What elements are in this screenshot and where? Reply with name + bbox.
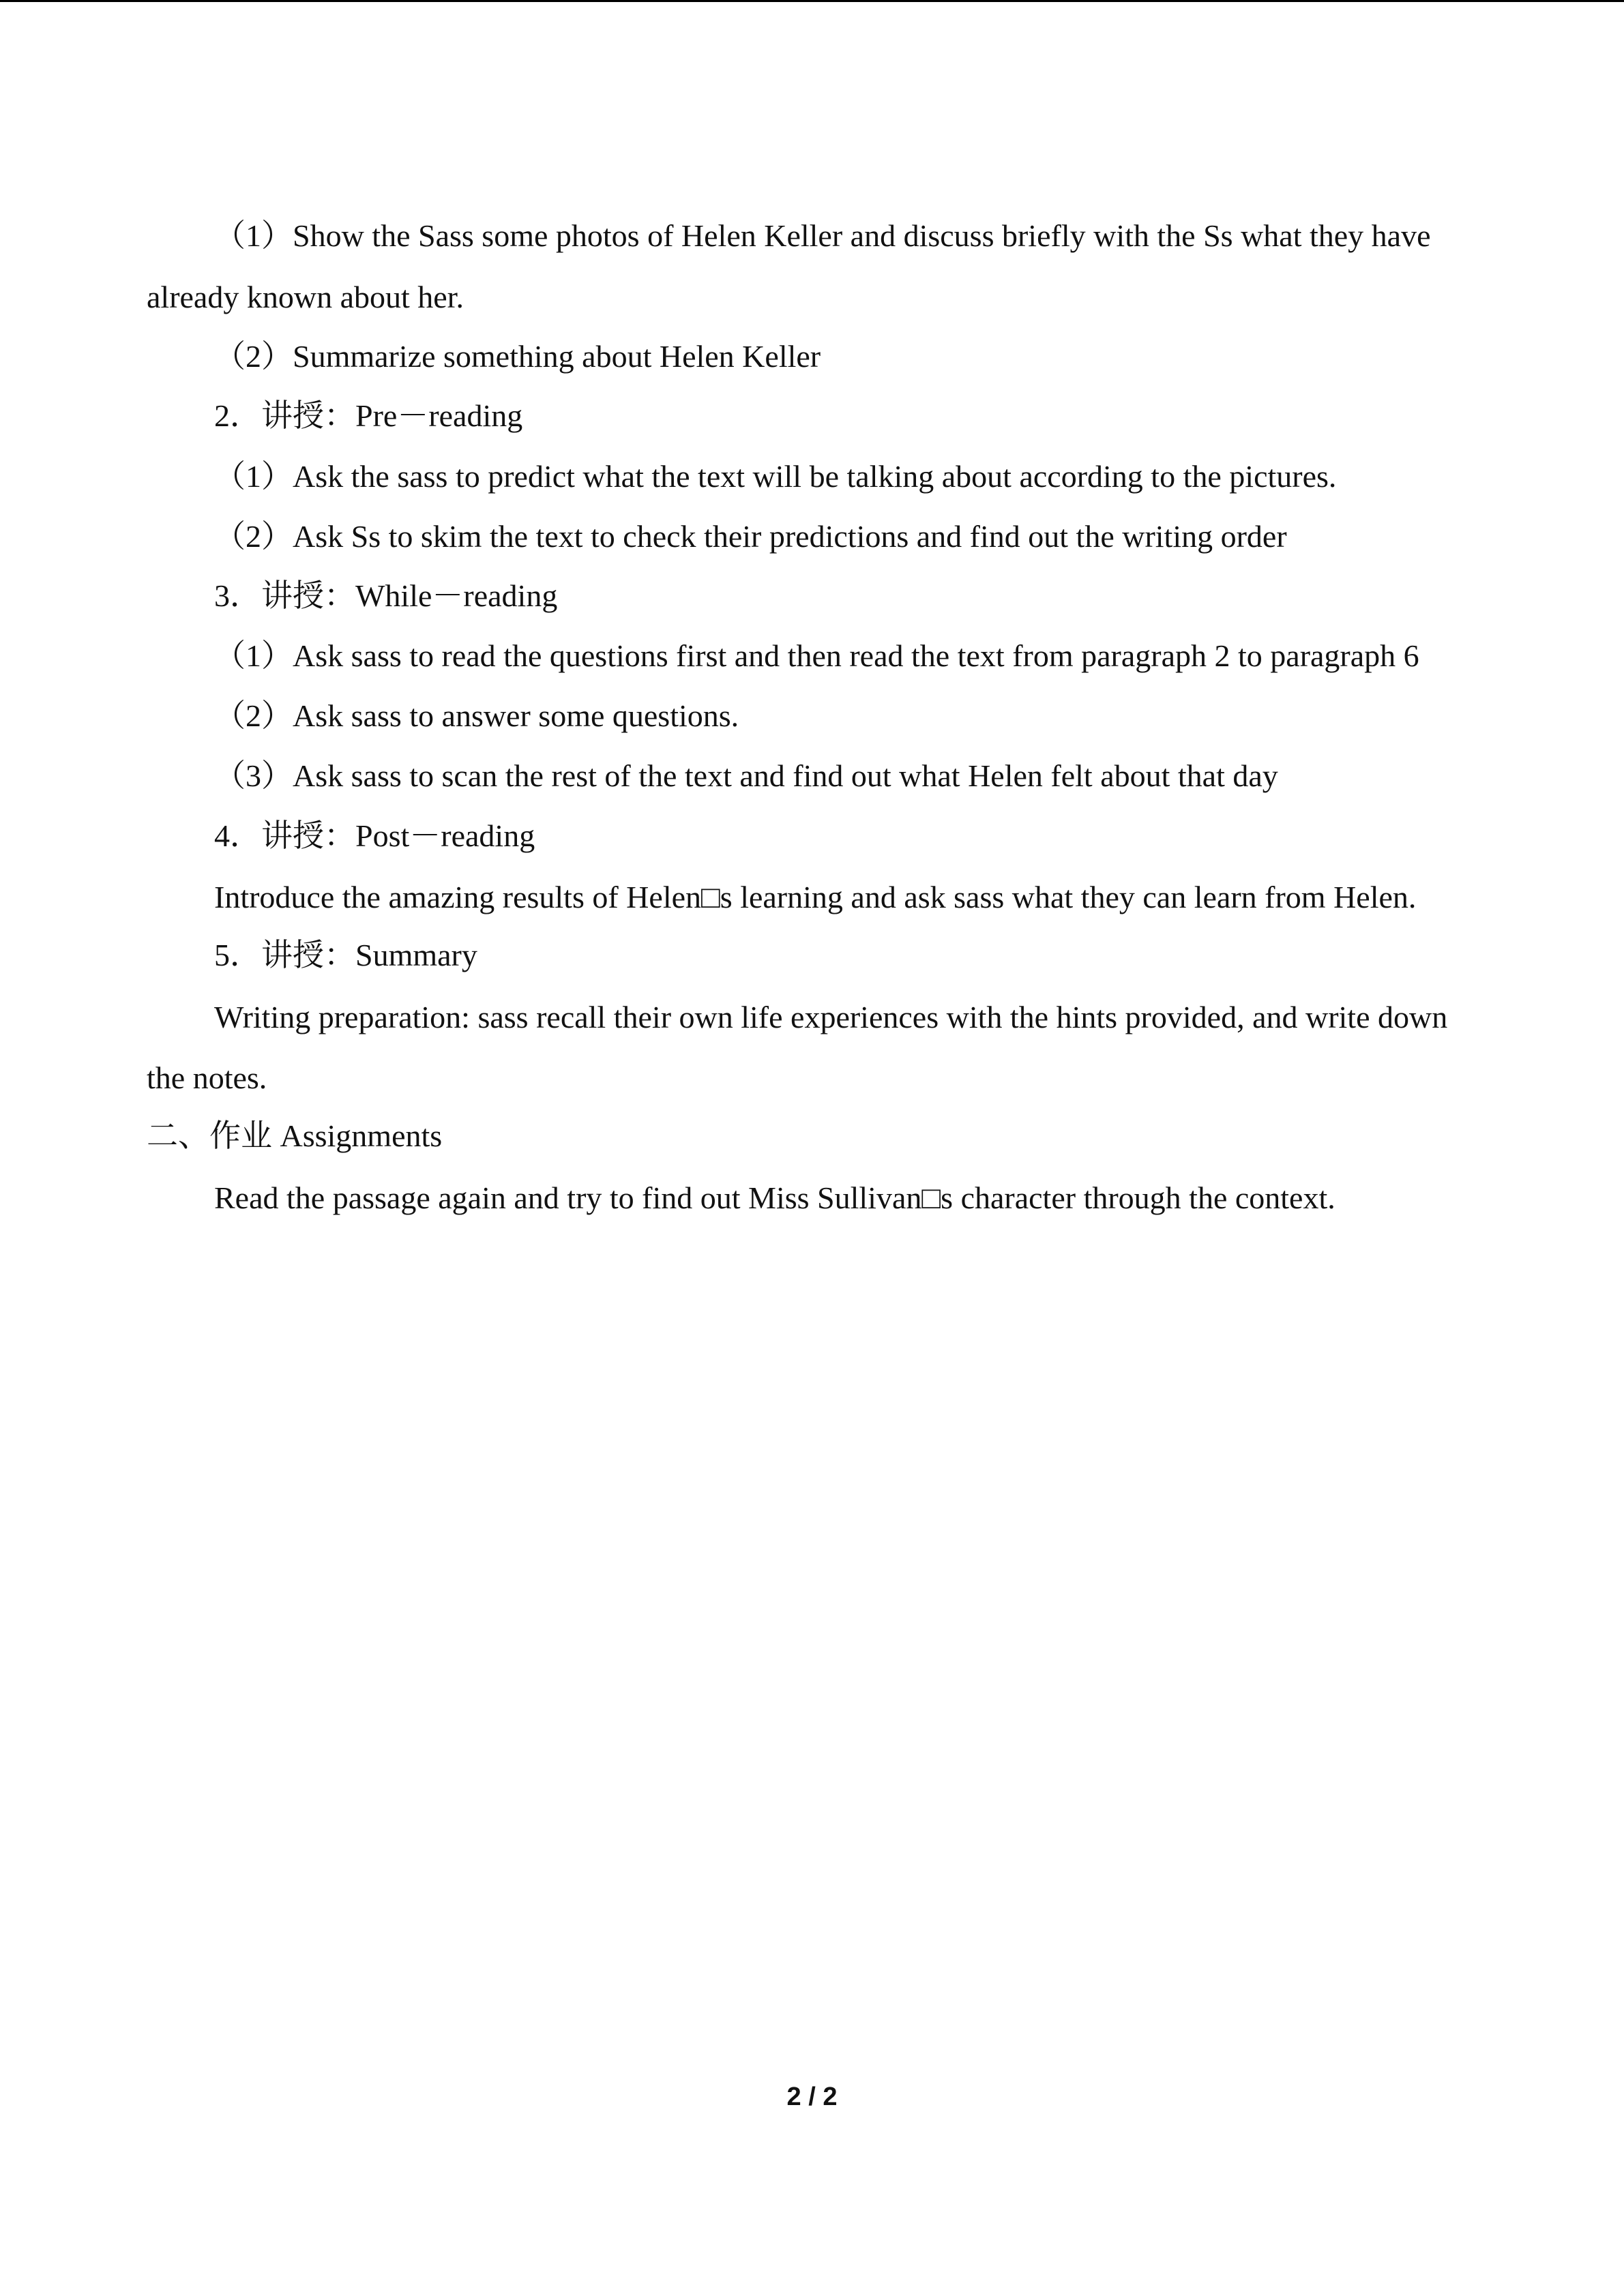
paragraph-line: （2）Ask sass to answer some questions. <box>214 698 739 733</box>
section-heading: 二、作业 Assignments <box>147 1118 443 1153</box>
paragraph-line: （1）Show the Sass some photos of Helen Keller and discuss briefly with the Ss what they have <box>214 218 1431 253</box>
paragraph-line: （2）Ask Ss to skim the text to check their predictions and find out the writing order <box>214 519 1287 554</box>
paragraph-line: Read the passage again and try to find out Miss Sullivan□s character through the context. <box>214 1180 1335 1215</box>
section-heading: 3．讲授：While－reading <box>214 578 558 613</box>
paragraph-line: Introduce the amazing results of Helen□s learning and ask sass what they can learn from Helen. <box>214 880 1417 914</box>
section-heading: 2．讲授：Pre－reading <box>214 398 523 433</box>
section-heading: 4．讲授：Post－reading <box>214 818 535 853</box>
page-number: 2 / 2 <box>786 2083 838 2111</box>
paragraph-line: Writing preparation: sass recall their own life experiences with the hints provided, and write down <box>214 1000 1448 1034</box>
paragraph-line: （1）Ask sass to read the questions first and then read the text from paragraph 2 to paragraph 6 <box>214 638 1419 673</box>
paragraph-line: （1）Ask the sass to predict what the text will be talking about according to the pictures. <box>214 459 1337 494</box>
paragraph-line: already known about her. <box>147 280 464 314</box>
section-heading: 5．讲授：Summary <box>214 938 477 972</box>
paragraph-line: the notes. <box>147 1060 267 1095</box>
paragraph-line: （2）Summarize something about Helen Keller <box>214 339 821 374</box>
paragraph-line: （3）Ask sass to scan the rest of the text and find out what Helen felt about that day <box>214 758 1278 793</box>
